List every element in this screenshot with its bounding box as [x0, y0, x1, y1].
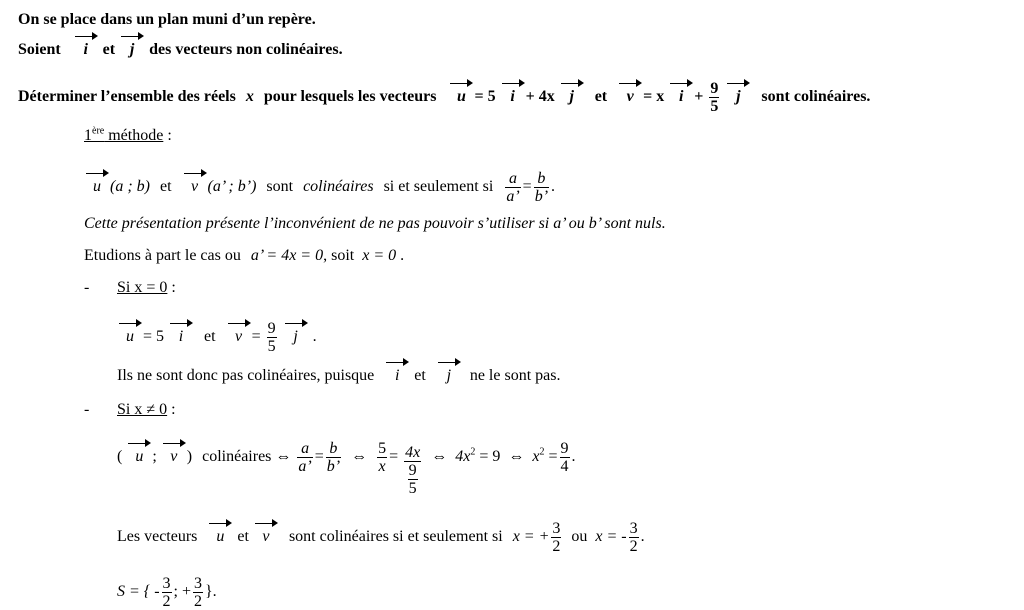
case-x-zero-values: u = 5 i et v = $\frac{9}{5}$ j .	[117, 320, 317, 355]
vector-u: u	[84, 177, 110, 197]
vector-u: u	[117, 327, 143, 347]
vector-i: i	[168, 327, 194, 347]
equation-x2: $x^2$ =	[532, 446, 558, 466]
intro-line-2: Soient i et j des vecteurs non colinéaires.	[18, 41, 343, 58]
fraction-3-2: $\frac{3}{2}$	[162, 575, 171, 610]
case-x-nonzero-heading: - Si x ≠ 0 :	[84, 401, 176, 418]
vector-j: j	[559, 87, 585, 107]
fraction-a-aprime: $\frac{a}{a’}$	[506, 170, 520, 205]
vector-u: u	[207, 527, 233, 547]
vector-v: v	[182, 177, 208, 197]
vector-u: u	[126, 447, 152, 467]
case-x-zero-conclusion: Ils ne sont donc pas colinéaires, puisque i et j ne le sont pas.	[117, 367, 561, 384]
result-line: Les vecteurs u et v sont colinéaires si et seulement si x = + $\frac{3}{2}$ ou x = - $\frac{3}{2}$ .	[117, 520, 645, 555]
fraction-a-aprime: $\frac{a}{a’}$	[298, 440, 312, 475]
criterion-line: u (a ; b) et v (a’ ; b’) sont colinéaires si et seulement si $\frac{a}{a’}$ = $\frac{b}{b’}$ .	[84, 170, 555, 205]
intro-line-1: On se place dans un plan muni d’un repère.	[18, 11, 316, 28]
fraction-9-5: $\frac{9}{5}$	[267, 320, 276, 355]
fraction-9-4: $\frac{9}{4}$	[560, 440, 569, 475]
vector-i: i	[500, 87, 526, 107]
study-line: Etudions à part le cas ou a’ = 4x = 0, soit x = 0 .	[84, 247, 405, 264]
vector-i: i	[73, 40, 99, 60]
vector-v: v	[617, 87, 643, 107]
fraction-9-5: $\frac{9}{5}$	[710, 80, 719, 115]
remark-line: Cette présentation présente l’inconvénient de ne pas pouvoir s’utiliser si a’ ou b’ sont nuls.	[84, 215, 666, 232]
case-x-nonzero-equivalences: ( u ; v ) colinéaires ⇔ $\frac{a}{a’}$ = $\frac{b}{b’}$ ⇔ $\frac{5}{x}$ = $\frac{4x}{\frac{9}{5}}$ ⇔ $4x^2 = 9$ ⇔ $x^2$ = $\frac{9}{4}$ .	[117, 440, 576, 497]
fraction-b-bprime: $\frac{b}{b’}$	[534, 170, 549, 205]
equation-4x2: $4x^2 = 9$	[455, 446, 501, 466]
vector-j: j	[725, 87, 751, 107]
vector-v: v	[226, 327, 252, 347]
method-heading: 1ère méthode :	[84, 125, 172, 144]
intro-line-3: Déterminer l’ensemble des réels x pour lesquels les vecteurs u = 5 i + 4x j et v = x i + $\frac{9}{5}$ j sont colinéaires.	[18, 80, 871, 115]
vector-v: v	[161, 447, 187, 467]
fraction-5-x: $\frac{5}{x}$	[378, 440, 387, 475]
vector-j: j	[436, 366, 462, 386]
vector-j: j	[119, 40, 145, 60]
vector-j: j	[283, 327, 309, 347]
fraction-4x-over-9-5: $\frac{4x}{\frac{9}{5}}$	[405, 444, 421, 497]
vector-v: v	[253, 527, 279, 547]
fraction-3-2: $\frac{3}{2}$	[552, 520, 561, 555]
vector-u: u	[448, 87, 474, 107]
fraction-3-2: $\frac{3}{2}$	[629, 520, 638, 555]
solution-set: S = { - $\frac{3}{2}$ ; + $\frac{3}{2}$ }.	[117, 575, 217, 610]
fraction-3-2: $\frac{3}{2}$	[194, 575, 202, 610]
vector-i: i	[668, 87, 694, 107]
case-x-zero-heading: - Si x = 0 :	[84, 279, 176, 296]
vector-i: i	[384, 366, 410, 386]
fraction-b-bprime: $\frac{b}{b’}$	[326, 440, 341, 475]
